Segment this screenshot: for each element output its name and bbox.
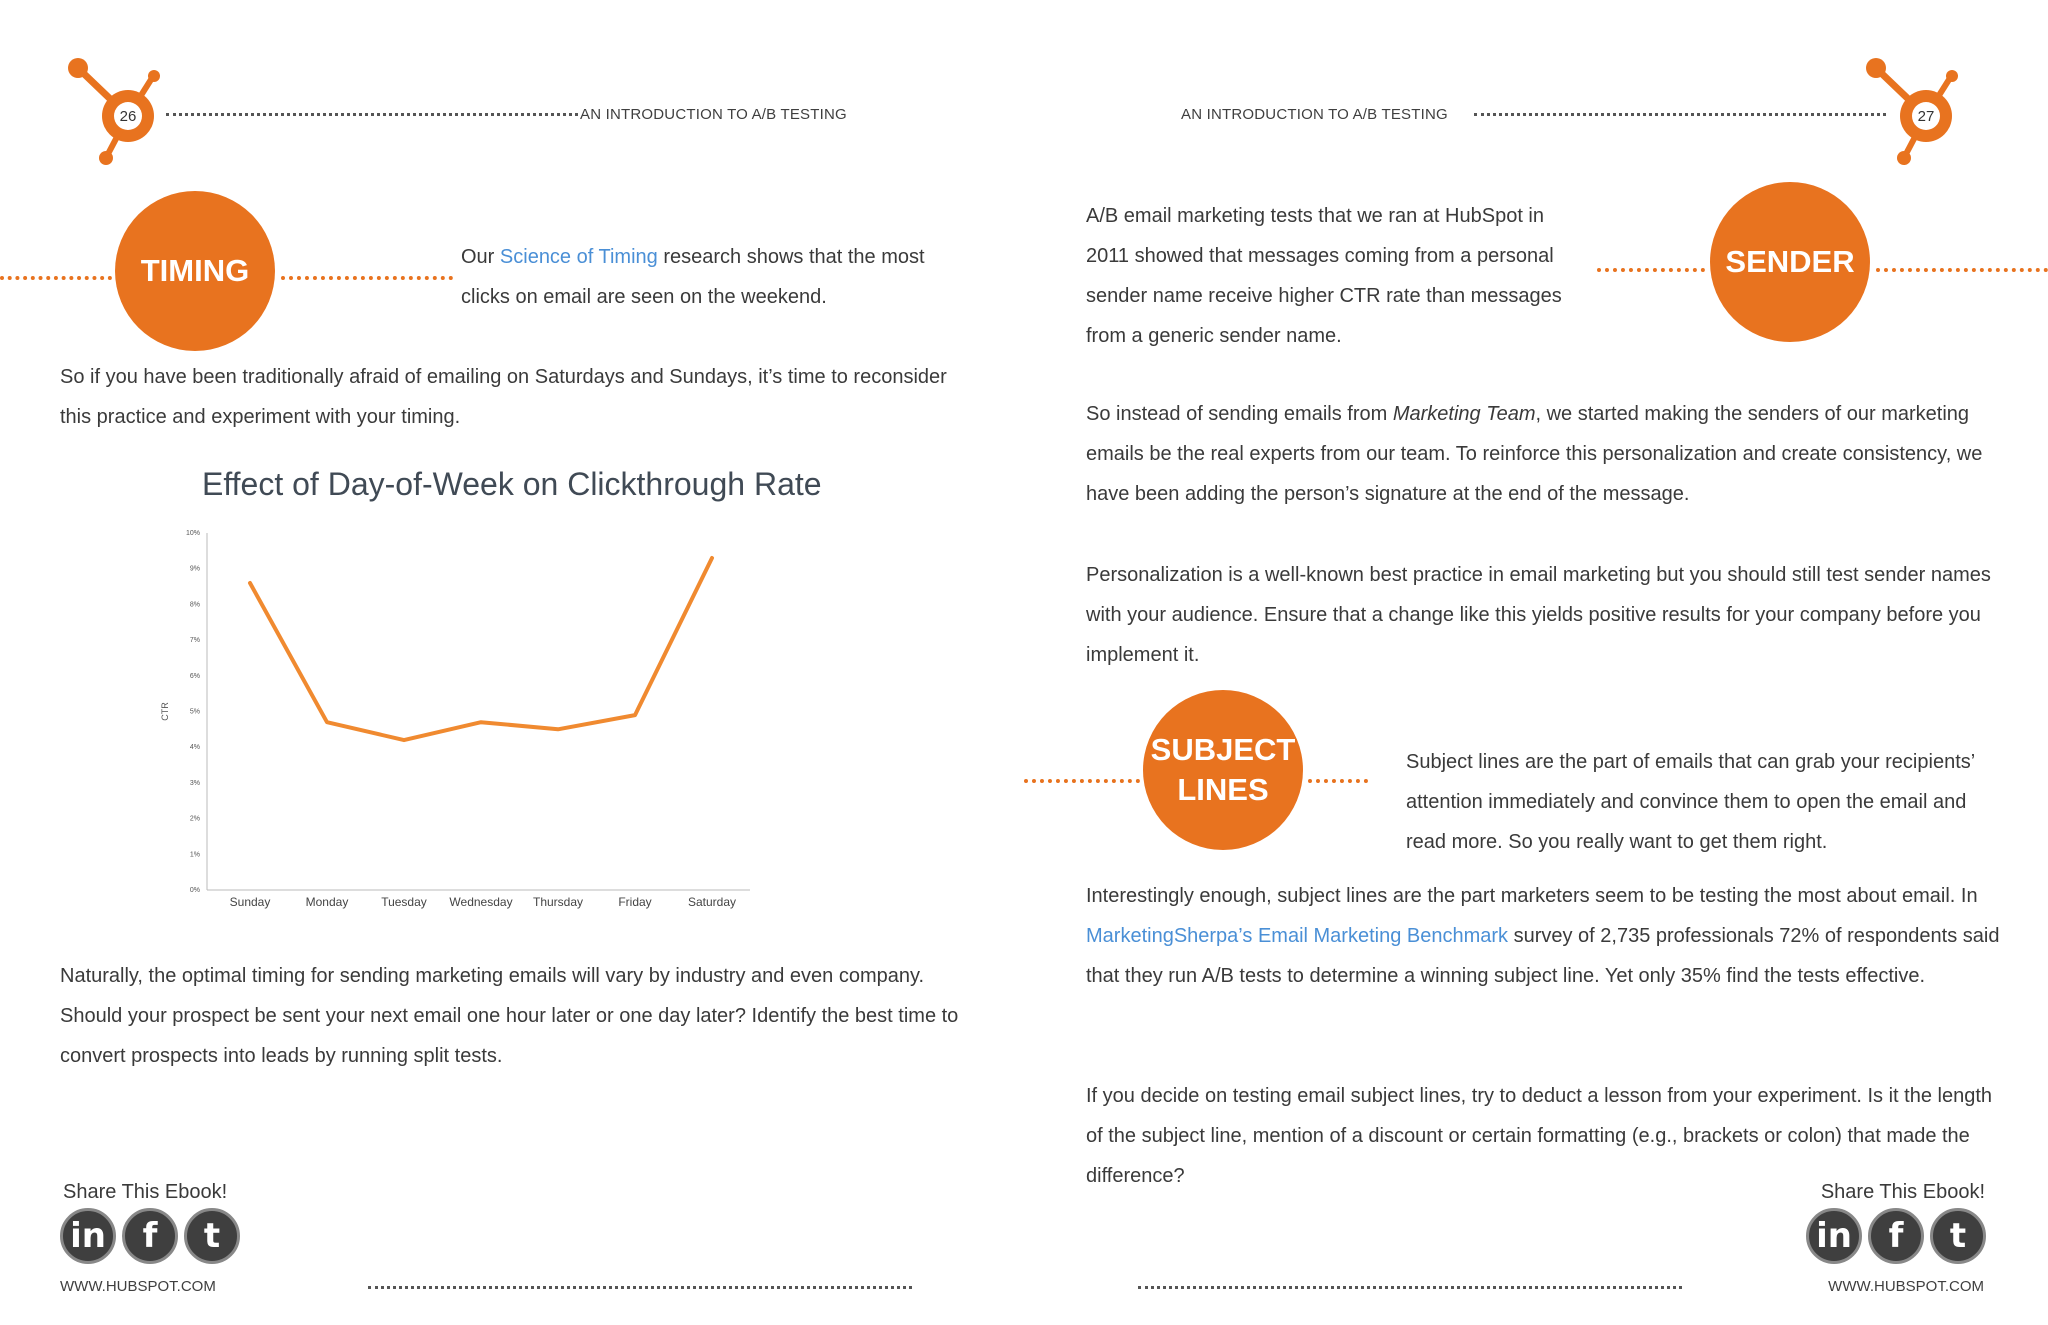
timing-paragraph-1: So if you have been traditionally afraid of emailing on Saturdays and Sundays, it’s time to reconsider this practice and experiment with your timing. <box>60 366 947 428</box>
marketingsherpa-link[interactable]: MarketingSherpa’s Email Marketing Benchmark <box>1086 925 1509 947</box>
header-divider <box>1474 113 1886 116</box>
sender-paragraph-2: Personalization is a well-known best practice in email marketing but you should still test sender names with your audience. Ensure that a change like this yields positive results for your company before you implement it. <box>1086 564 1991 666</box>
share-label: Share This Ebook! <box>1820 1181 1985 1203</box>
sender-dots-left <box>1597 268 1705 272</box>
y-tick-label: 9% <box>189 565 200 573</box>
y-tick-label: 7% <box>189 637 200 645</box>
header-title: AN INTRODUCTION TO A/B TESTING <box>1181 106 1448 123</box>
sender-text: A/B email marketing tests that we ran at HubSpot in 2011 showed that messages coming from a personal sender name receive higher CTR rate than messages from a generic sender name. <box>1086 205 1562 347</box>
linkedin-icon[interactable]: in <box>1806 1208 1862 1264</box>
ctr-line-chart <box>140 520 780 920</box>
marketing-team-italic: Marketing Team <box>1392 403 1536 425</box>
share-label: Share This Ebook! <box>63 1181 228 1203</box>
subject-text: Subject lines are the part of emails that can grab your recipients’ attention immediately and convince them to open the email and read more. So you really want to get them right. <box>1406 751 1975 853</box>
y-tick-label: 10% <box>185 530 200 537</box>
facebook-icon[interactable]: f <box>122 1208 178 1264</box>
data-point <box>634 714 637 717</box>
sender-badge: SENDER <box>1710 182 1870 342</box>
social-icons <box>1806 1208 1986 1264</box>
y-tick-label: 2% <box>189 815 200 823</box>
science-of-timing-link[interactable]: Science of Timing <box>499 246 658 268</box>
y-tick-label: 8% <box>189 601 200 609</box>
sender-paragraph-1 <box>1086 394 2006 514</box>
data-point <box>326 721 329 724</box>
y-tick-label: 5% <box>189 708 200 716</box>
subject-dots-right <box>1308 779 1368 783</box>
y-tick-label: 0% <box>189 887 200 894</box>
data-point <box>249 581 252 584</box>
page-number: 27 <box>1912 102 1940 130</box>
data-point <box>711 556 714 559</box>
y-axis-label: CTR <box>160 702 170 721</box>
footer-url[interactable]: WWW.HUBSPOT.COM <box>60 1278 216 1295</box>
twitter-icon[interactable]: t <box>1930 1208 1986 1264</box>
header-title: AN INTRODUCTION TO A/B TESTING <box>580 106 847 123</box>
timing-dots-right <box>281 276 453 280</box>
x-tick-label: Saturday <box>687 895 737 909</box>
y-tick-label: 1% <box>189 851 200 859</box>
x-tick-label: Sunday <box>229 895 271 909</box>
x-tick-label: Thursday <box>532 895 584 909</box>
subject-paragraph-2: If you decide on testing email subject lines, try to deduct a lesson from your experiment. Is it the length of the subject line, mention of a discount or certain formatting (e.g., brackets or colon) that made the difference? <box>1086 1085 1993 1187</box>
subject-paragraph-1 <box>1086 876 2006 996</box>
header-divider <box>166 113 578 116</box>
footer-divider <box>1138 1286 1682 1289</box>
chart-title: Effect of Day-of-Week on Clickthrough Rate <box>202 466 822 502</box>
para-text: Interestingly enough, subject lines are the part marketers seem to be testing the most about email. In <box>1086 885 1978 907</box>
timing-badge: TIMING <box>115 191 275 351</box>
social-icons <box>60 1208 240 1264</box>
subject-lines-badge <box>1143 690 1303 850</box>
twitter-icon[interactable]: t <box>184 1208 240 1264</box>
y-tick-label: 3% <box>189 779 200 787</box>
para-text-rest: survey of 2,735 professionals 72% of respondents said that they run A/B tests to determine a winning subject line. Yet only 35% find the tests effective. <box>1086 925 2000 987</box>
footer-url[interactable]: WWW.HUBSPOT.COM <box>1828 1278 1984 1295</box>
x-tick-label: Tuesday <box>381 895 427 909</box>
subject-dots-left <box>1024 779 1140 783</box>
para-text-rest: , we started making the senders of our marketing emails be the real experts from our team. To reinforce this personalization and create consistency, we have been adding the person’s signature at the end of the message. <box>1086 403 1983 505</box>
ctr-series-line <box>250 558 712 740</box>
x-tick-label: Monday <box>305 895 349 909</box>
data-point <box>403 739 406 742</box>
badge-line-2: LINES <box>1177 772 1269 807</box>
data-point <box>480 721 483 724</box>
timing-dots-left <box>0 276 112 280</box>
footer-divider <box>368 1286 912 1289</box>
timing-paragraph-2: Naturally, the optimal timing for sending marketing emails will vary by industry and even company. Should your prospect be sent your next email one hour later or one day later? Identify the best time to convert prospects into leads by running split tests. <box>60 965 959 1067</box>
badge-line-1: SUBJECT <box>1150 732 1296 767</box>
y-tick-label: 6% <box>189 672 200 680</box>
data-point <box>557 728 560 731</box>
page-number: 26 <box>114 102 142 130</box>
x-tick-label: Wednesday <box>449 895 513 909</box>
y-tick-label: 4% <box>189 744 200 752</box>
para-text: So instead of sending emails from <box>1086 403 1393 425</box>
x-tick-label: Friday <box>618 895 652 909</box>
timing-intro <box>461 237 961 317</box>
facebook-icon[interactable]: f <box>1868 1208 1924 1264</box>
intro-text: Our <box>461 246 500 268</box>
linkedin-icon[interactable]: in <box>60 1208 116 1264</box>
intro-text-rest: research shows that the most clicks on email are seen on the weekend. <box>461 246 925 308</box>
sender-dots-right <box>1876 268 2048 272</box>
